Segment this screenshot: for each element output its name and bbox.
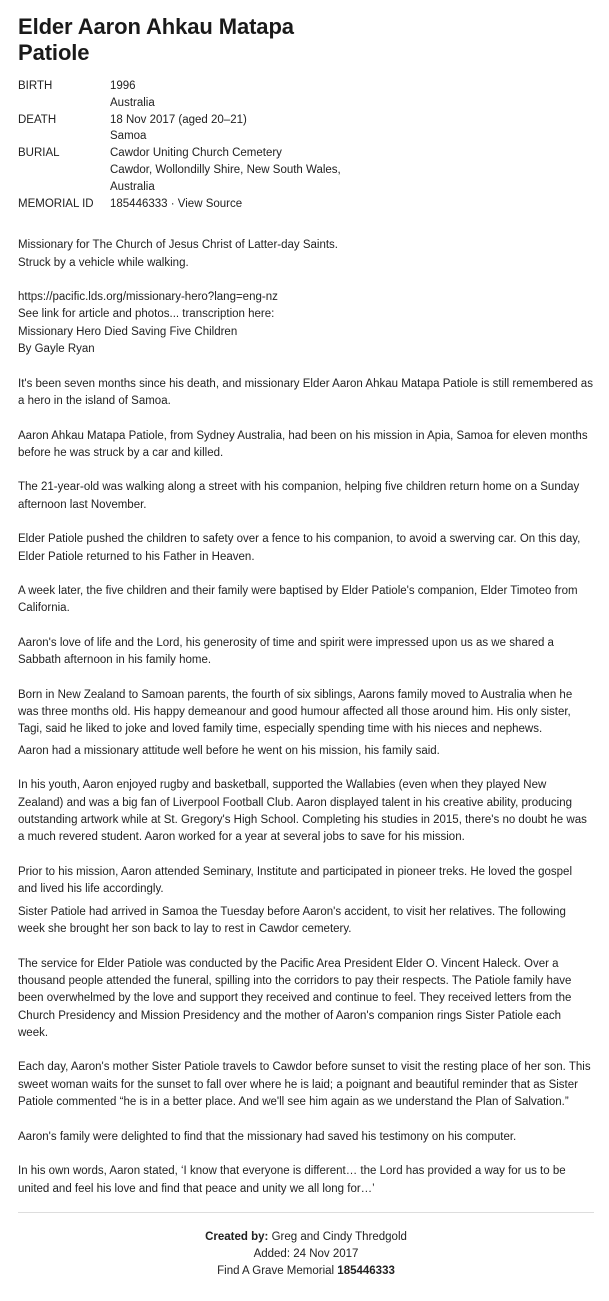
death-date: 18 Nov 2017 (aged 20–21) [110,113,247,126]
bio-paragraph: Aaron Ahkau Matapa Patiole, from Sydney Australia, had been on his mission in Apia, Samoa for eleven months before he was struck by a car and killed. [18,429,588,459]
fact-label: BURIAL [18,147,60,160]
page-title [18,14,594,66]
bio-paragraph: Prior to his mission, Aaron attended Seminary, Institute and participated in pioneer treks. He loved the gospel and lived his life accordingly. [18,865,573,895]
death-place: Samoa [110,130,147,143]
fact-birth [18,78,594,112]
fact-value [110,196,594,213]
fact-label: DEATH [18,113,57,126]
cemetery-link[interactable]: Cawdor Uniting Church Cemetery [110,147,282,160]
fact-label: BIRTH [18,80,53,92]
article-byline: By Gayle Ryan [18,342,95,355]
bio-paragraph: Aaron's love of life and the Lord, his generosity of time and spirit were impressed upon us as we shared a Sabbath afternoon in his family home. [18,637,554,667]
bio-paragraph: Elder Patiole pushed the children to safety over a fence to his companion, to avoid a swerving car. On this day, Elder Patiole returned to his Father in Heaven. [18,533,581,563]
fact-value [110,145,594,195]
memorial-reference [18,1263,594,1280]
fact-burial [18,145,594,195]
fact-value [110,78,594,112]
bio-paragraph: A week later, the five children and their family were baptised by Elder Patiole's companion, Elder Timoteo from California. [18,585,578,615]
memorial-facts [18,78,594,212]
memorial-label: Find A Grave Memorial [217,1264,335,1277]
memorial-id-value[interactable]: 185446333 · View Source [110,197,243,210]
added-date: Added: 24 Nov 2017 [253,1247,359,1260]
article-note: See link for article and photos... transcription here: [18,308,275,321]
bio-paragraph: Sister Patiole had arrived in Samoa the Tuesday before Aaron's accident, to visit her relatives. The following week she brought her son back to lay to rest in Cawdor cemetery. [18,906,566,936]
memorial-footer [18,1229,594,1280]
bio-intro [18,237,594,271]
article-source [18,289,594,358]
fact-death [18,112,594,146]
bio-paragraph: In his youth, Aaron enjoyed rugby and basketball, supported the Wallabies (even when they played New Zealand) and was a big fan of Liverpool Football Club. Aaron displayed talent in his creative ability, producing outstanding artwork while at St. Gregory's High School. Completing his studies in 2015, there's no doubt he was a much revered student. Aaron worked for a year at several jobs to save for his mission. [18,779,587,843]
article-title: Missionary Hero Died Saving Five Children [18,325,238,338]
bio-paragraph: Each day, Aaron's mother Sister Patiole travels to Cawdor before sunset to visit the resting place of her son. This sweet woman waits for the sunset to fall over where he is laid; a poignant and beautiful reminder that as Sister Patiole commented “he is in a better place. And we'll see him again as we understand the Plan of Salvation.” [18,1061,591,1108]
divider [18,1212,594,1213]
bio-paragraph: It's been seven months since his death, and missionary Elder Aaron Ahkau Matapa Patiole is still remembered as a hero in the island of Samoa. [18,377,593,407]
creator-link[interactable]: Greg and Cindy Thredgold [271,1230,407,1243]
birth-place: Australia [110,96,155,109]
fact-label: MEMORIAL ID [18,197,94,210]
fact-value [110,112,594,146]
bio-paragraph: Aaron had a missionary attitude well before he went on his mission, his family said. [18,744,440,757]
burial-location: Cawdor, Wollondilly Shire, New South Wales, [110,163,341,176]
created-by [18,1229,594,1246]
bio-paragraph: Aaron's family were delighted to find that the missionary had saved his testimony on his computer. [18,1130,517,1143]
memorial-number: 185446333 [337,1264,395,1277]
bio-paragraph: In his own words, Aaron stated, ‘I know that everyone is different… the Lord has provided a way for us to be united and feel his love and find that peace and unity we all long for…’ [18,1165,566,1195]
bio-paragraph: The service for Elder Patiole was conducted by the Pacific Area President Elder O. Vincent Haleck. Over a thousand people attended the funeral, spilling into the corridors to pay their respects. The Patiole family have been overwhelmed by the love and support they received and continue to feel. They received letters from the Church Presidency and Mission Presidency and the mother of Aaron's companion rings Sister Patiole each week. [18,957,572,1039]
biography [18,237,594,1197]
title-line-1: Elder Aaron Ahkau Matapa [18,14,294,39]
created-by-label: Created by: [205,1230,269,1243]
bio-paragraph: The 21-year-old was walking along a street with his companion, helping five children return home on a Sunday afternoon last November. [18,481,580,511]
birth-date: 1996 [110,80,136,92]
burial-country: Australia [110,180,155,193]
title-line-2: Patiole [18,40,90,65]
bio-intro-line: Struck by a vehicle while walking. [18,256,189,269]
memorial-page [18,14,594,1280]
article-link[interactable]: https://pacific.lds.org/missionary-hero?lang=eng-nz [18,291,278,304]
bio-intro-line: Missionary for The Church of Jesus Christ of Latter-day Saints. [18,239,339,252]
fact-memorial-id [18,196,594,213]
bio-paragraph: Born in New Zealand to Samoan parents, the fourth of six siblings, Aarons family moved to Australia when he was three months old. His happy demeanour and good humour affected all those around him. His only sister, Tagi, said he liked to joke and loved family time, especially spending time with his nieces and nephews. [18,689,573,736]
